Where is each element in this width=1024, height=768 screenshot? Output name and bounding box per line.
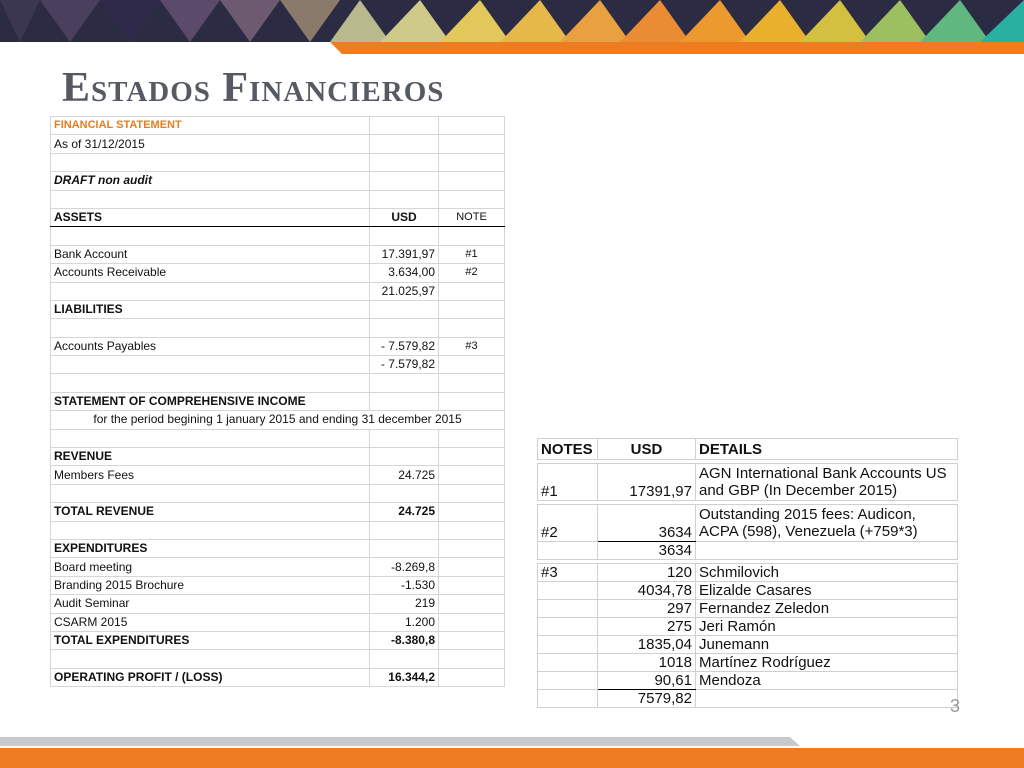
page-title: Estados Financieros — [62, 65, 445, 111]
notes-usd: 17391,97 — [598, 464, 696, 501]
statement-note — [439, 484, 505, 502]
notes-details: Fernandez Zeledon — [696, 600, 958, 618]
notes-note: #3 — [538, 564, 598, 582]
statement-note — [439, 374, 505, 392]
statement-row — [51, 208, 505, 226]
statement-row — [51, 668, 505, 686]
statement-usd: USD — [370, 208, 439, 226]
statement-row — [51, 448, 505, 466]
statement-label: TOTAL REVENUE — [51, 503, 370, 521]
footer-bar — [0, 732, 1024, 768]
statement-usd: 24.725 — [370, 503, 439, 521]
notes-usd: 7579,82 — [598, 690, 696, 708]
notes-details — [696, 542, 958, 560]
statement-row — [51, 245, 505, 263]
statement-usd: 1.200 — [370, 613, 439, 631]
notes-row — [538, 672, 958, 690]
statement-note — [439, 227, 505, 245]
notes-usd: 4034,78 — [598, 582, 696, 600]
statement-label — [51, 227, 370, 245]
statement-row — [51, 264, 505, 282]
statement-label: OPERATING PROFIT / (LOSS) — [51, 668, 370, 686]
statement-note — [439, 503, 505, 521]
notes-note — [538, 582, 598, 600]
statement-label — [51, 153, 370, 171]
statement-row — [51, 503, 505, 521]
notes-row — [538, 582, 958, 600]
statement-label: FINANCIAL STATEMENT — [51, 117, 370, 135]
statement-row — [51, 319, 505, 337]
statement-usd — [370, 392, 439, 410]
statement-note — [439, 521, 505, 539]
statement-label: LIABILITIES — [51, 300, 370, 318]
header-banner — [0, 0, 1024, 54]
notes-note — [538, 690, 598, 708]
statement-row — [51, 153, 505, 171]
statement-usd — [370, 153, 439, 171]
statement-usd — [370, 227, 439, 245]
statement-row — [51, 411, 505, 429]
notes-details: Junemann — [696, 636, 958, 654]
statement-note — [439, 153, 505, 171]
statement-note — [439, 319, 505, 337]
statement-row — [51, 429, 505, 447]
statement-note — [439, 300, 505, 318]
statement-label — [51, 319, 370, 337]
statement-row — [51, 282, 505, 300]
statement-note — [439, 576, 505, 594]
statement-label — [51, 521, 370, 539]
statement-usd — [370, 300, 439, 318]
statement-note — [439, 190, 505, 208]
notes-details: Mendoza — [696, 672, 958, 690]
statement-label — [51, 374, 370, 392]
notes-usd: 275 — [598, 618, 696, 636]
statement-usd: 16.344,2 — [370, 668, 439, 686]
statement-note — [439, 172, 505, 190]
statement-note: #1 — [439, 245, 505, 263]
notes-row — [538, 564, 958, 582]
notes-row — [538, 618, 958, 636]
statement-note — [439, 650, 505, 668]
notes-note: #2 — [538, 505, 598, 542]
statement-usd — [370, 374, 439, 392]
statement-row — [51, 227, 505, 245]
notes-usd: 3634 — [598, 505, 696, 542]
statement-usd — [370, 135, 439, 153]
notes-row — [538, 690, 958, 708]
notes-row — [538, 654, 958, 672]
statement-note — [439, 135, 505, 153]
financial-statement-table — [50, 116, 505, 687]
notes-usd: 297 — [598, 600, 696, 618]
statement-row — [51, 613, 505, 631]
statement-usd — [370, 484, 439, 502]
statement-usd — [370, 429, 439, 447]
statement-label: for the period begining 1 january 2015 and ending 31 december 2015 — [51, 411, 505, 429]
statement-usd — [370, 650, 439, 668]
statement-usd: 17.391,97 — [370, 245, 439, 263]
statement-note — [439, 631, 505, 649]
statement-note — [439, 558, 505, 576]
notes-usd: 120 — [598, 564, 696, 582]
statement-note — [439, 392, 505, 410]
statement-label: STATEMENT OF COMPREHENSIVE INCOME — [51, 392, 370, 410]
statement-note — [439, 429, 505, 447]
statement-usd — [370, 319, 439, 337]
statement-label: Board meeting — [51, 558, 370, 576]
statement-usd: 219 — [370, 595, 439, 613]
statement-usd — [370, 190, 439, 208]
statement-row — [51, 374, 505, 392]
notes-note — [538, 672, 598, 690]
statement-row — [51, 576, 505, 594]
statement-row — [51, 539, 505, 557]
statement-note — [439, 448, 505, 466]
statement-note: #2 — [439, 264, 505, 282]
notes-note — [538, 654, 598, 672]
statement-row — [51, 135, 505, 153]
statement-usd: 21.025,97 — [370, 282, 439, 300]
statement-usd: - 7.579,82 — [370, 356, 439, 374]
notes-row — [538, 464, 958, 501]
statement-usd: -1.530 — [370, 576, 439, 594]
statement-note — [439, 539, 505, 557]
statement-label: TOTAL EXPENDITURES — [51, 631, 370, 649]
notes-note — [538, 600, 598, 618]
statement-label: Members Fees — [51, 466, 370, 484]
statement-row — [51, 356, 505, 374]
notes-row — [538, 542, 958, 560]
statement-label — [51, 429, 370, 447]
notes-usd: 1018 — [598, 654, 696, 672]
statement-usd — [370, 521, 439, 539]
statement-label — [51, 190, 370, 208]
notes-details: AGN International Bank Accounts US and GBP (In December 2015) — [696, 464, 958, 501]
statement-row — [51, 172, 505, 190]
notes-note — [538, 618, 598, 636]
notes-usd: 1835,04 — [598, 636, 696, 654]
statement-label: As of 31/12/2015 — [51, 135, 370, 153]
notes-table — [537, 438, 958, 708]
statement-row — [51, 337, 505, 355]
statement-label: Accounts Receivable — [51, 264, 370, 282]
statement-label — [51, 356, 370, 374]
notes-details: Schmilovich — [696, 564, 958, 582]
statement-label: REVENUE — [51, 448, 370, 466]
notes-header-row — [538, 439, 958, 460]
statement-note — [439, 282, 505, 300]
statement-label: CSARM 2015 — [51, 613, 370, 631]
statement-label — [51, 484, 370, 502]
notes-header-usd: USD — [598, 439, 696, 460]
statement-row — [51, 521, 505, 539]
statement-row — [51, 392, 505, 410]
statement-label: ASSETS — [51, 208, 370, 226]
statement-note — [439, 117, 505, 135]
statement-usd: -8.380,8 — [370, 631, 439, 649]
statement-note — [439, 466, 505, 484]
notes-row — [538, 636, 958, 654]
notes-note — [538, 542, 598, 560]
statement-row — [51, 300, 505, 318]
notes-row — [538, 505, 958, 542]
statement-label: Accounts Payables — [51, 337, 370, 355]
statement-row — [51, 190, 505, 208]
statement-usd: - 7.579,82 — [370, 337, 439, 355]
statement-row — [51, 466, 505, 484]
statement-row — [51, 650, 505, 668]
notes-note: #1 — [538, 464, 598, 501]
statement-row — [51, 558, 505, 576]
statement-row — [51, 631, 505, 649]
statement-label: Audit Seminar — [51, 595, 370, 613]
statement-note — [439, 595, 505, 613]
statement-label — [51, 282, 370, 300]
notes-details: Outstanding 2015 fees: Audicon, ACPA (598), Venezuela (+759*3) — [696, 505, 958, 542]
statement-note — [439, 613, 505, 631]
statement-label: DRAFT non audit — [51, 172, 370, 190]
notes-header-notes: NOTES — [538, 439, 598, 460]
page-number: 3 — [950, 696, 961, 716]
statement-usd — [370, 448, 439, 466]
notes-header-details: DETAILS — [696, 439, 958, 460]
statement-row — [51, 595, 505, 613]
statement-label: Bank Account — [51, 245, 370, 263]
statement-usd — [370, 172, 439, 190]
statement-usd — [370, 539, 439, 557]
statement-usd: -8.269,8 — [370, 558, 439, 576]
notes-usd: 90,61 — [598, 672, 696, 690]
statement-usd: 24.725 — [370, 466, 439, 484]
notes-row — [538, 600, 958, 618]
statement-row — [51, 117, 505, 135]
statement-note — [439, 356, 505, 374]
statement-usd: 3.634,00 — [370, 264, 439, 282]
statement-label: Branding 2015 Brochure — [51, 576, 370, 594]
notes-details — [696, 690, 958, 708]
statement-row — [51, 484, 505, 502]
notes-usd: 3634 — [598, 542, 696, 560]
statement-note: NOTE — [439, 208, 505, 226]
statement-label — [51, 650, 370, 668]
notes-details: Elizalde Casares — [696, 582, 958, 600]
statement-note: #3 — [439, 337, 505, 355]
statement-label: EXPENDITURES — [51, 539, 370, 557]
statement-note — [439, 668, 505, 686]
statement-usd — [370, 117, 439, 135]
notes-note — [538, 636, 598, 654]
notes-details: Jeri Ramón — [696, 618, 958, 636]
notes-details: Martínez Rodríguez — [696, 654, 958, 672]
